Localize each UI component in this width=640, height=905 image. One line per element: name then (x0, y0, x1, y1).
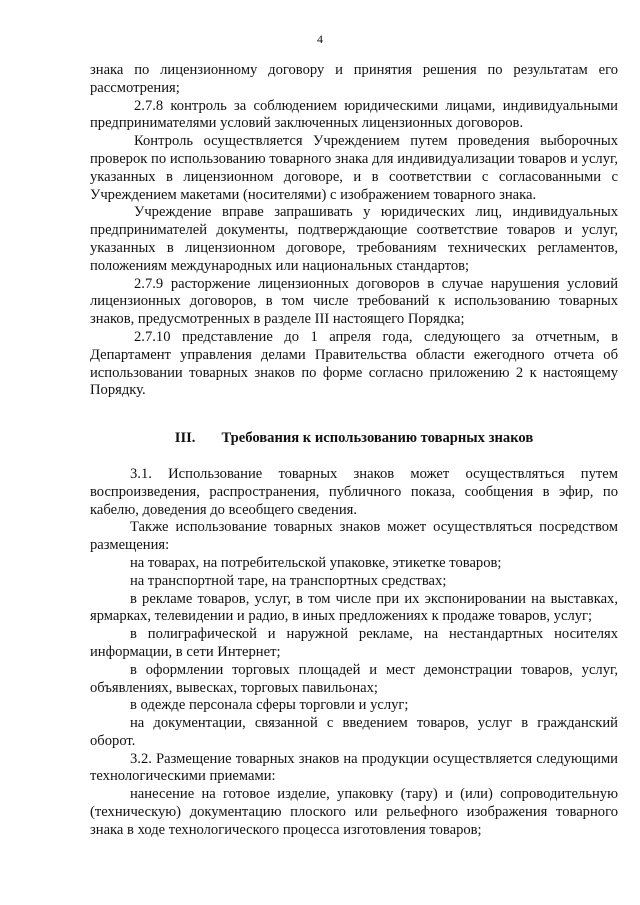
paragraph: 2.7.9 расторжение лицензионных договоров в случае нарушения условий лицензионных договоров, в том числе требований к использованию товарных знаков, предусмотренных в разделе III настоящего Порядка; (90, 275, 618, 328)
paragraph: 2.7.10 представление до 1 апреля года, следующего за отчетным, в Департамент управления делами Правительства области ежегодного отчета об использовании товарных знаков по форме согласно приложению 2 к настоящему Порядку. (90, 328, 618, 399)
section-title: Требования к использованию товарных знаков (221, 430, 534, 447)
paragraph: знака по лицензионному договору и принятия решения по результатам его рассмотрения; (90, 62, 618, 96)
list-item: в полиграфической и наружной рекламе, на нестандартных носителях информации, в сети Интернет; (90, 626, 618, 660)
section-number: III. (174, 430, 196, 447)
document-body (90, 62, 618, 840)
list-item: на товарах, на потребительской упаковке, этикетке товаров; (130, 554, 502, 571)
list-item: на транспортной таре, на транспортных средствах; (130, 572, 447, 589)
paragraph: 2.7.8 контроль за соблюдением юридическими лицами, индивидуальными предпринимателями условий заключенных лицензионных договоров. (90, 97, 618, 132)
paragraph: Учреждение вправе запрашивать у юридических лиц, индивидуальных предпринимателей документы, подтверждающие соответствие товаров и услуг, указанных в лицензионном договоре, требованиям технических регламентов, положениям международных или национальных стандартов; (90, 204, 618, 274)
list-item: на документации, связанной с введением товаров, услуг в гражданский оборот. (90, 715, 618, 749)
paragraph: 3.1. Использование товарных знаков может осуществляться путем воспроизведения, распространения, публичного показа, сообщения в эфир, по кабелю, доведения до всеобщего сведения. (90, 465, 618, 518)
paragraph: Также использование товарных знаков может осуществляться посредством размещения: (90, 519, 618, 554)
paragraph: Контроль осуществляется Учреждением путем проведения выборочных проверок по использованию товарного знака для индивидуализации товаров и услуг, указанных в лицензионном договоре, и в соответствии с согласованными с Учреждением макетами (носителями) с изображением товарного знака. (90, 133, 618, 203)
section-heading (90, 430, 618, 448)
paragraph: 3.2. Размещение товарных знаков на продукции осуществляется следующими технологическими приемами: (90, 750, 618, 785)
paragraph: нанесение на готовое изделие, упаковку (тару) и (или) сопроводительную (техническую) документацию плоского или рельефного изображения товарного знака в ходе технологического процесса изготовления товаров; (90, 786, 618, 838)
list-item: в одежде персонала сферы торговли и услуг; (130, 697, 409, 714)
list-item: в рекламе товаров, услуг, в том числе при их экспонировании на выставках, ярмарках, телевидении и радио, в иных предложениях к продаже товаров, услуг; (90, 590, 618, 625)
list-item: в оформлении торговых площадей и мест демонстрации товаров, услуг, объявлениях, вывесках, торговых павильонах; (90, 661, 618, 696)
page-number: 4 (317, 32, 323, 46)
